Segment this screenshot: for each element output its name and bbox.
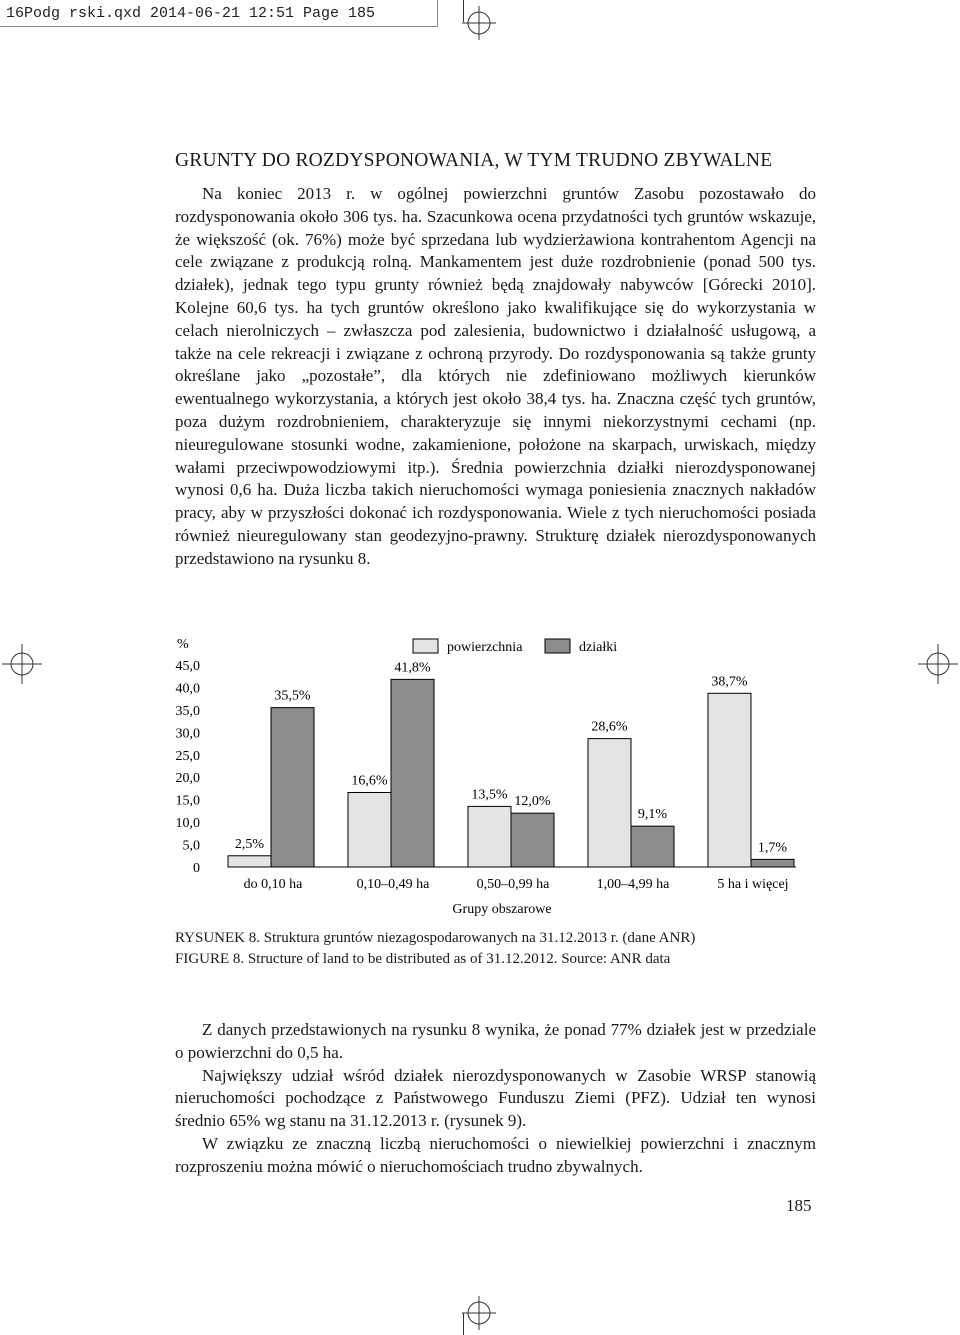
x-axis-label: Grupy obszarowe [452, 902, 552, 917]
y-tick-label: 25,0 [175, 748, 200, 764]
x-tick-label: 0,50–0,99 ha [476, 877, 550, 892]
y-tick-label: 15,0 [175, 793, 200, 809]
bar-powierzchnia [468, 806, 511, 867]
registration-target-icon [462, 6, 496, 40]
legend-swatch [413, 639, 438, 653]
bar-powierzchnia [588, 739, 631, 867]
x-tick-label: do 0,10 ha [243, 877, 303, 892]
data-label: 9,1% [637, 807, 668, 823]
data-label: 35,5% [274, 688, 311, 704]
page-number: 185 [786, 1196, 812, 1215]
figure-caption-pl: RYSUNEK 8. Struktura gruntów niezagospodarowanych na 31.12.2013 r. (dane ANR) [175, 930, 696, 946]
bar-dziaki [271, 708, 314, 867]
data-label: 41,8% [394, 660, 431, 676]
registration-target-icon [918, 644, 958, 684]
y-tick-label: 20,0 [175, 771, 200, 787]
bar-dziaki [511, 813, 554, 867]
x-tick-label: 5 ha i więcej [717, 877, 789, 892]
body-paragraphs-after [175, 1019, 816, 1179]
bar-dziaki [631, 826, 674, 867]
bar-dziaki [391, 679, 434, 867]
body-paragraph: W związku ze znaczną liczbą nieruchomości o niewielkiej powierzchni i znacznym rozproszeniu można mówić o nieruchomościach trudno zbywalnych. [175, 1133, 816, 1176]
y-tick-label: 40,0 [175, 681, 200, 697]
data-label: 38,7% [711, 674, 748, 690]
bar-powierzchnia [348, 792, 391, 867]
y-tick-label: 30,0 [175, 726, 200, 742]
y-tick-label: 35,0 [175, 703, 200, 719]
bar-powierzchnia [228, 856, 271, 867]
data-label: 28,6% [591, 719, 628, 735]
bar-dziaki [751, 859, 794, 867]
figure-caption-en: FIGURE 8. Structure of land to be distributed as of 31.12.2012. Source: ANR data [175, 951, 671, 967]
y-tick-label: 5,0 [182, 838, 200, 854]
registration-target-icon [2, 644, 42, 684]
legend-label: powierzchnia [447, 640, 523, 655]
y-axis-label: % [177, 637, 189, 652]
body-paragraph: Największy udział wśród działek nierozdysponowanych w Zasobie WRSP stanowią nieruchomości pochodzące z Państwowego Funduszu Ziemi (PFZ). Udział ten wynosi średnio 65% wg stanu na 31.12.2013 r. (rysunek 9). [175, 1065, 816, 1131]
data-label: 16,6% [351, 773, 388, 789]
data-label: 2,5% [234, 836, 265, 852]
x-tick-label: 1,00–4,99 ha [596, 877, 670, 892]
body-paragraph: Na koniec 2013 r. w ogólnej powierzchni gruntów Zasobu pozostawało do rozdysponowania około 306 tys. ha. Szacunkowa ocena przydatności tych gruntów wskazuje, że większość (ok. 76%) może być sprzedana lub wydzierżawiona kontrahentom Agencji na cele związane z produkcją rolną. Mankamentem jest duże rozdrobnienie (ponad 500 tys. działek), jednak tego typu grunty również będą znajdowały nabywców [Górecki 2010]. Kolejne 60,6 tys. ha tych gruntów określono jako kwalifikujące się do wykorzystania w celach nierolniczych – zwłaszcza pod zalesienia, budownictwo i działalność usługową, a także na cele rekreacji i związane z ochroną przyrody. Do rozdysponowania są także grunty określane jako „pozostałe”, dla których nie zdefiniowano możliwych kierunków ewentualnego wykorzystania, a których jest około 38,4 tys. ha. Znaczna część tych gruntów, poza dużym rozdrobnieniem, charakteryzuje się innymi niekorzystnymi cechami (np. nieuregulowane stosunki wodne, zakamienione, położone na skarpach, urwiskach, między wałami przeciwpowodziowymi itp.). Średnia powierzchnia działki nierozdysponowanej wynosi 0,6 ha. Duża liczba takich nieruchomości wymaga poniesienia znacznych nakładów pracy, aby w przyszłości dokonać ich rozdysponowania. Wiele z tych nieruchomości posiada również nieuregulowany stan geodezyjno-prawny. Strukturę działek nierozdysponowanych przedstawiono na rysunku 8. [175, 184, 816, 568]
data-label: 13,5% [471, 787, 508, 803]
body-paragraph: Z danych przedstawionych na rysunku 8 wynika, że ponad 77% działek jest w przedziale o powierzchni do 0,5 ha. [175, 1020, 816, 1062]
y-tick-label: 0 [193, 861, 200, 876]
registration-target-icon [462, 1296, 496, 1330]
chart-svg [170, 630, 810, 920]
data-label: 1,7% [757, 840, 788, 856]
section-heading: GRUNTY DO ROZDYSPONOWANIA, W TYM TRUDNO ZBYWALNE [175, 150, 773, 171]
print-slug: 16Podg rski.qxd 2014-06-21 12:51 Page 185 [0, 0, 438, 27]
y-tick-label: 45,0 [175, 659, 200, 674]
x-tick-label: 0,10–0,49 ha [356, 877, 430, 892]
y-tick-label: 10,0 [175, 816, 200, 832]
legend-swatch [545, 639, 570, 653]
bar-powierzchnia [708, 693, 751, 867]
bar-chart [170, 630, 810, 925]
legend-label: działki [579, 640, 618, 655]
data-label: 12,0% [514, 794, 551, 810]
